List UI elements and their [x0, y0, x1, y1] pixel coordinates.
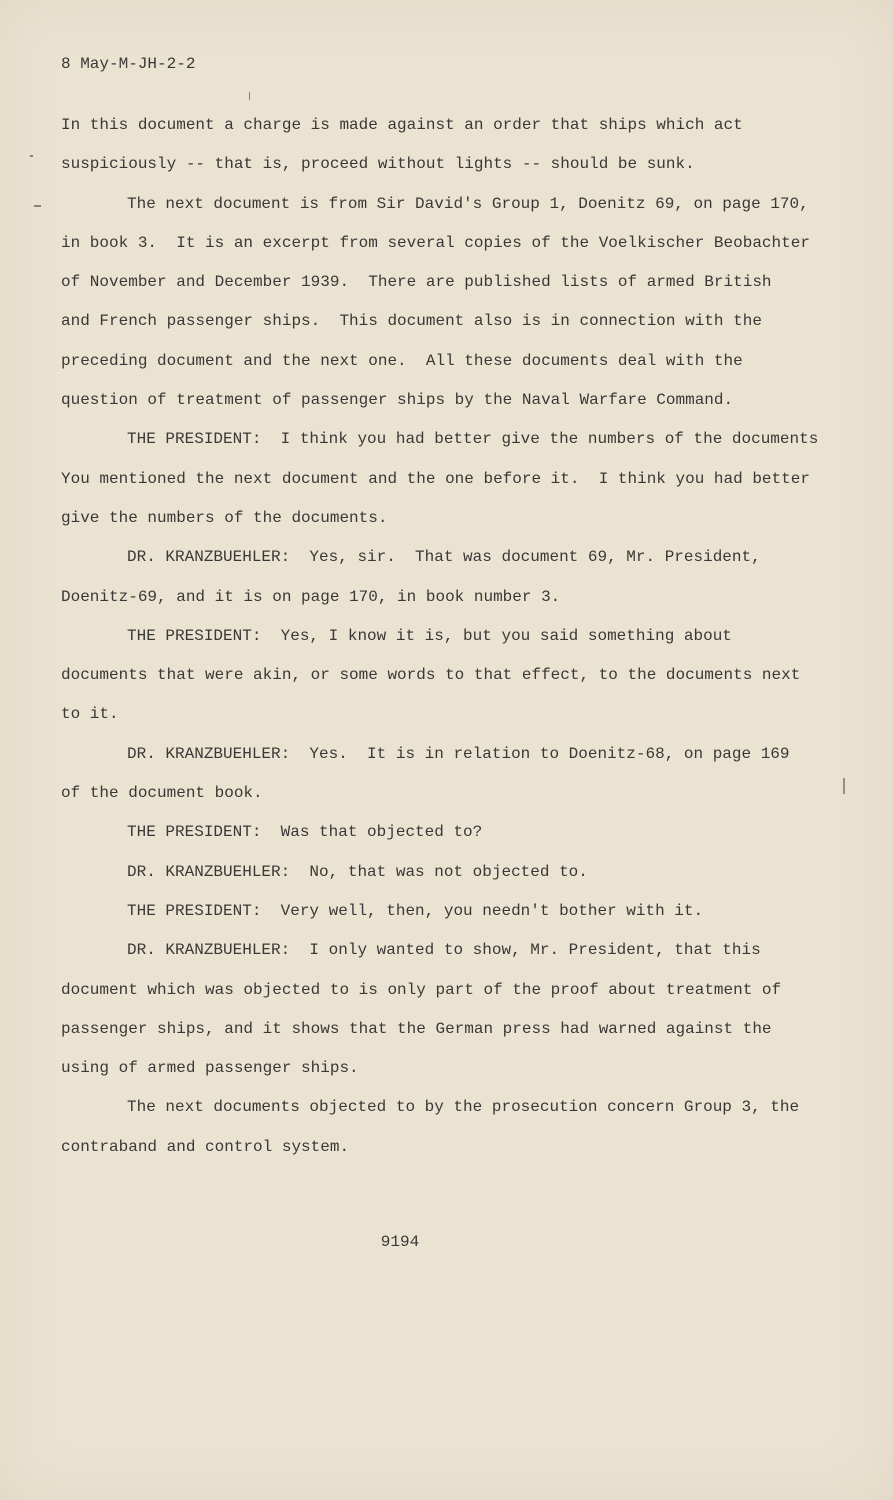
transcript-body	[61, 106, 841, 1167]
paper-mark	[249, 92, 250, 100]
text-line: DR. KRANZBUEHLER: Yes. It is in relation to Doenitz-68, on page 169	[127, 744, 790, 763]
text-line: The next documents objected to by the prosecution concern Group 3, the	[127, 1098, 800, 1117]
text-line: in book 3. It is an excerpt from several copies of the Voelkischer Beobachter	[61, 233, 810, 252]
text-line: THE PRESIDENT: Was that objected to?	[127, 823, 483, 842]
page-number: 9194	[380, 1233, 420, 1251]
document-reference: 8 May-M-JH-2-2	[61, 55, 196, 73]
text-line: DR. KRANZBUEHLER: Yes, sir. That was document 69, Mr. President,	[127, 548, 761, 567]
text-line: preceding document and the next one. All these documents deal with the	[61, 351, 743, 370]
text-line: documents that were akin, or some words to that effect, to the documents next	[61, 666, 801, 685]
text-line: THE PRESIDENT: I think you had better give the numbers of the documents	[127, 430, 819, 449]
text-line: passenger ships, and it shows that the German press had warned against the	[61, 1019, 772, 1038]
text-line: and French passenger ships. This document also is in connection with the	[61, 312, 762, 331]
text-line: You mentioned the next document and the one before it. I think you had better	[61, 469, 810, 488]
paper-mark	[30, 155, 33, 157]
text-line: contraband and control system.	[61, 1137, 350, 1156]
text-line: DR. KRANZBUEHLER: No, that was not objected to.	[127, 862, 588, 881]
text-line: suspiciously -- that is, proceed without lights -- should be sunk.	[61, 155, 695, 174]
paper-mark	[34, 205, 41, 207]
text-line: Doenitz-69, and it is on page 170, in book number 3.	[61, 587, 561, 606]
text-line: document which was objected to is only part of the proof about treatment of	[61, 980, 782, 999]
text-line: of the document book.	[61, 784, 263, 803]
text-line: In this document a charge is made against an order that ships which act	[61, 116, 743, 134]
text-line: question of treatment of passenger ships by the Naval Warfare Command.	[61, 391, 734, 410]
paper-mark	[843, 778, 845, 794]
text-line: give the numbers of the documents.	[61, 508, 388, 527]
text-line: THE PRESIDENT: Yes, I know it is, but you said something about	[127, 626, 732, 645]
text-line: to it.	[61, 705, 119, 724]
text-line: THE PRESIDENT: Very well, then, you needn't bother with it.	[127, 901, 704, 920]
text-line: The next document is from Sir David's Group 1, Doenitz 69, on page 170,	[127, 194, 809, 213]
text-line: using of armed passenger ships.	[61, 1059, 359, 1078]
text-line: of November and December 1939. There are published lists of armed British	[61, 273, 772, 292]
text-line: DR. KRANZBUEHLER: I only wanted to show, Mr. President, that this	[127, 941, 761, 960]
